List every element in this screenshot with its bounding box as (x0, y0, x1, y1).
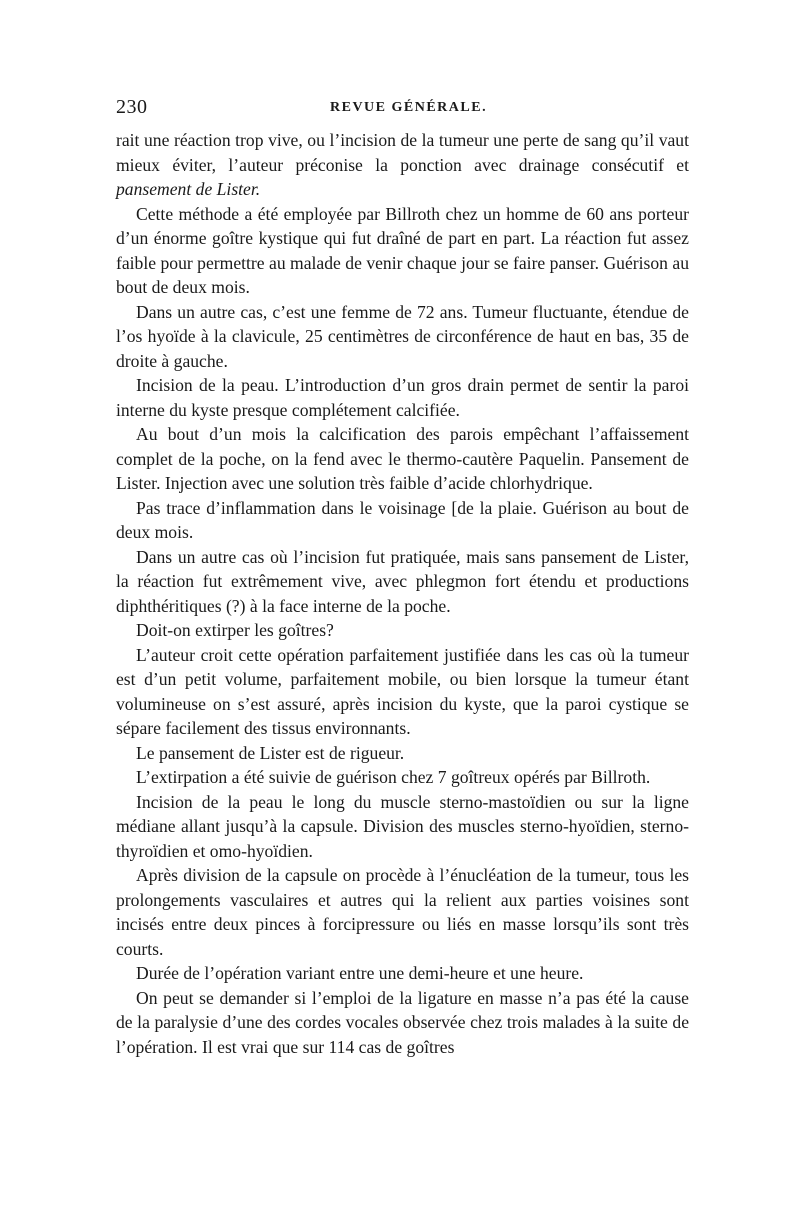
page-number: 230 (116, 96, 148, 118)
paragraph (116, 765, 689, 790)
paragraph (116, 373, 689, 422)
paragraph-text: Après division de la capsule on procède à l’énucléation de la tumeur, tous les prolongements vasculaires et autres qui la relient aux parties voisines sont incisés entre deux pinces à forcipressure ou liés en masse lorsqu’ils sont très courts. (116, 865, 689, 959)
paragraph-text: Pas trace d’inflammation dans le voisinage [de la plaie. Guérison au bout de deux mois. (116, 497, 689, 542)
paragraph-text: Incision de la peau le long du muscle sterno-mastoïdien ou sur la ligne médiane allant jusqu’à la capsule. Division des muscles sterno-hyoïdien, sterno-thyroïdien et omo-hyoïdien. (116, 791, 689, 861)
paragraph-text: rait une réaction trop vive, ou l’incision de la tumeur une perte de sang qu’il vaut mieux éviter, l’auteur préconise la ponction avec drainage consécutif et (116, 130, 689, 175)
paragraph-text: Durée de l’opération variant entre une demi-heure et une heure. (136, 963, 584, 983)
page-header (116, 96, 689, 124)
paragraph (116, 986, 689, 1060)
paragraph-text: Doit-on extirper les goîtres? (136, 620, 334, 640)
paragraph (116, 961, 689, 986)
paragraph (116, 618, 689, 643)
paragraph (116, 643, 689, 741)
paragraph-text: Le pansement de Lister est de rigueur. (136, 742, 405, 763)
paragraph (116, 300, 689, 374)
paragraph-text: Dans un autre cas où l’incision fut pratiquée, mais sans pansement de Lister, la réaction fut extrêmement vive, avec phlegmon fort étendu et productions diphthéritiques (?) à la face interne de la poche. (116, 546, 689, 616)
paragraph-text: L’auteur croit cette opération parfaitement justifiée dans les cas où la tumeur est d’un petit volume, parfaitement mobile, ou bien lorsque la tumeur étant volumineuse on s’est assuré, après incision du kyste, que la paroi cystique se sépare facilement des tissus environnants. (116, 644, 689, 738)
paragraph (116, 741, 689, 766)
paragraph-text: On peut se demander si l’emploi de la ligature en masse n’a pas été la cause de la paralysie d’une des cordes vocales observée chez trois malades à la suite de l’opération. Il est vrai que sur 114 cas de goîtres (116, 987, 689, 1057)
paragraph-text: Dans un autre cas, c’est une femme de 72 ans. Tumeur fluctuante, étendue de l’os hyoïde à la clavicule, 25 centimètres de circonférence de haut en bas, 35 de droite à gauche. (116, 301, 689, 371)
paragraph (116, 545, 689, 619)
paragraph (116, 496, 689, 545)
paragraph (116, 128, 689, 202)
paragraph (116, 790, 689, 864)
paragraph-text: Cette méthode a été employée par Billroth chez un homme de 60 ans porteur d’un énorme goître kystique qui fut draîné de part en part. La réaction fut assez faible pour permettre au malade de venir chaque jour se faire panser. Guérison au bout de deux mois. (116, 203, 689, 297)
paragraph (116, 863, 689, 961)
running-title: REVUE GÉNÉRALE. (330, 100, 488, 115)
paragraph-text: Incision de la peau. L’introduction d’un gros drain permet de sentir la paroi interne du kyste presque complétement calcifiée. (116, 375, 689, 420)
paragraph-text: Au bout d’un mois la calcification des parois empêchant l’affaissement complet de la poche, on la fend avec le thermo-cautère Paquelin. Pansement de Lister. Injection avec une solution très faible d’acide chlorhydrique. (116, 424, 689, 493)
paragraph (116, 202, 689, 300)
body-text (116, 128, 689, 1059)
paragraph-text: L’extirpation a été suivie de guérison chez 7 goîtreux opérés par Billroth. (136, 767, 651, 787)
emphasized-text: pansement de Lister. (116, 179, 261, 199)
paragraph (116, 422, 689, 496)
